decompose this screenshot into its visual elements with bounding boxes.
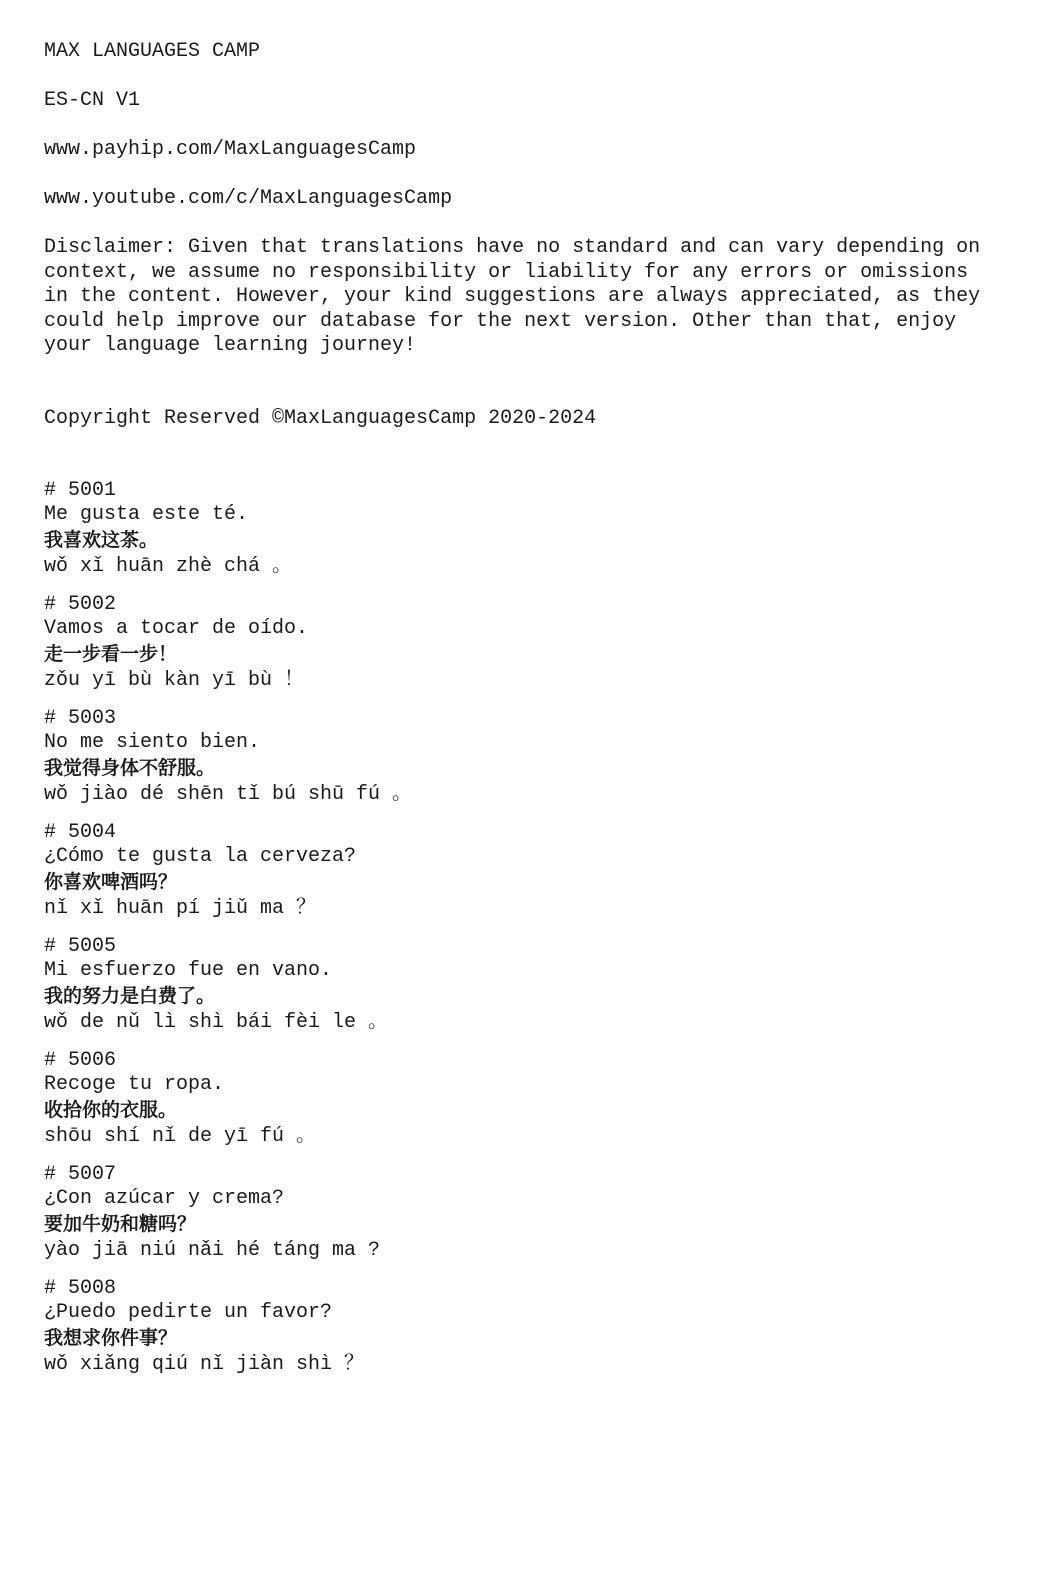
payhip-link[interactable]: www.payhip.com/MaxLanguagesCamp (44, 138, 417, 161)
pinyin-text: nǐ xǐ huān pí jiǔ ma ？ (44, 896, 317, 920)
entry-number: # 5004 (44, 820, 117, 844)
chinese-sentence: 我想求你件事？ (44, 1326, 178, 1349)
chinese-sentence: 我觉得身体不舒服。 (44, 756, 216, 779)
youtube-link[interactable]: www.youtube.com/c/MaxLanguagesCamp (44, 187, 453, 210)
spanish-sentence: No me siento bien. (44, 730, 261, 754)
copyright-notice: Copyright Reserved ©MaxLanguagesCamp 2020-2024 (44, 406, 597, 430)
entry-5002 (44, 593, 1034, 695)
version-label: ES-CN V1 (44, 89, 141, 112)
pinyin-text: zǒu yī bù kàn yī bù ！ (44, 668, 305, 692)
brand-title: MAX LANGUAGES CAMP (44, 40, 261, 63)
chinese-sentence: 我喜欢这茶。 (44, 528, 159, 551)
entry-number: # 5008 (44, 1276, 117, 1300)
spanish-sentence: Me gusta este té. (44, 502, 249, 526)
chinese-sentence: 走一步看一步！ (44, 642, 178, 665)
disclaimer-text: Disclaimer: Given that translations have no standard and can vary depending on context, we assume no responsibility or liability for any errors or omissions in the content. However, your kind suggestions are always appreciated, as they could help improve our database for the next version. Other than that, enjoy your language learning journey! (44, 236, 981, 357)
entry-5006 (44, 1049, 1034, 1151)
pinyin-text: wǒ jiào dé shēn tǐ bú shū fú 。 (44, 782, 413, 806)
entry-number: # 5002 (44, 592, 117, 616)
spanish-sentence: ¿Puedo pedirte un favor? (44, 1300, 333, 1324)
chinese-sentence: 我的努力是白费了。 (44, 984, 216, 1007)
document-page (44, 40, 1034, 1391)
entry-number: # 5006 (44, 1048, 117, 1072)
entry-number: # 5001 (44, 478, 117, 502)
spanish-sentence: ¿Cómo te gusta la cerveza? (44, 844, 357, 868)
pinyin-text: wǒ xiǎng qiú nǐ jiàn shì ？ (44, 1352, 365, 1376)
entry-5001 (44, 479, 1034, 581)
entry-5004 (44, 821, 1034, 923)
pinyin-text: yào jiā niú nǎi hé táng ma ? (44, 1238, 381, 1262)
entry-5007 (44, 1163, 1034, 1265)
entry-5008 (44, 1277, 1034, 1379)
pinyin-text: shōu shí nǐ de yī fú 。 (44, 1124, 317, 1148)
spanish-sentence: Mi esfuerzo fue en vano. (44, 958, 333, 982)
chinese-sentence: 要加牛奶和糖吗？ (44, 1212, 197, 1235)
pinyin-text: wǒ xǐ huān zhè chá 。 (44, 554, 293, 578)
entry-number: # 5003 (44, 706, 117, 730)
spanish-sentence: ¿Con azúcar y crema? (44, 1186, 285, 1210)
spanish-sentence: Vamos a tocar de oído. (44, 616, 309, 640)
pinyin-text: wǒ de nǔ lì shì bái fèi le 。 (44, 1010, 389, 1034)
chinese-sentence: 收拾你的衣服。 (44, 1098, 178, 1121)
entry-5003 (44, 707, 1034, 809)
entry-5005 (44, 935, 1034, 1037)
chinese-sentence: 你喜欢啤酒吗？ (44, 870, 178, 893)
entry-number: # 5005 (44, 934, 117, 958)
entry-number: # 5007 (44, 1162, 117, 1186)
spanish-sentence: Recoge tu ropa. (44, 1072, 225, 1096)
